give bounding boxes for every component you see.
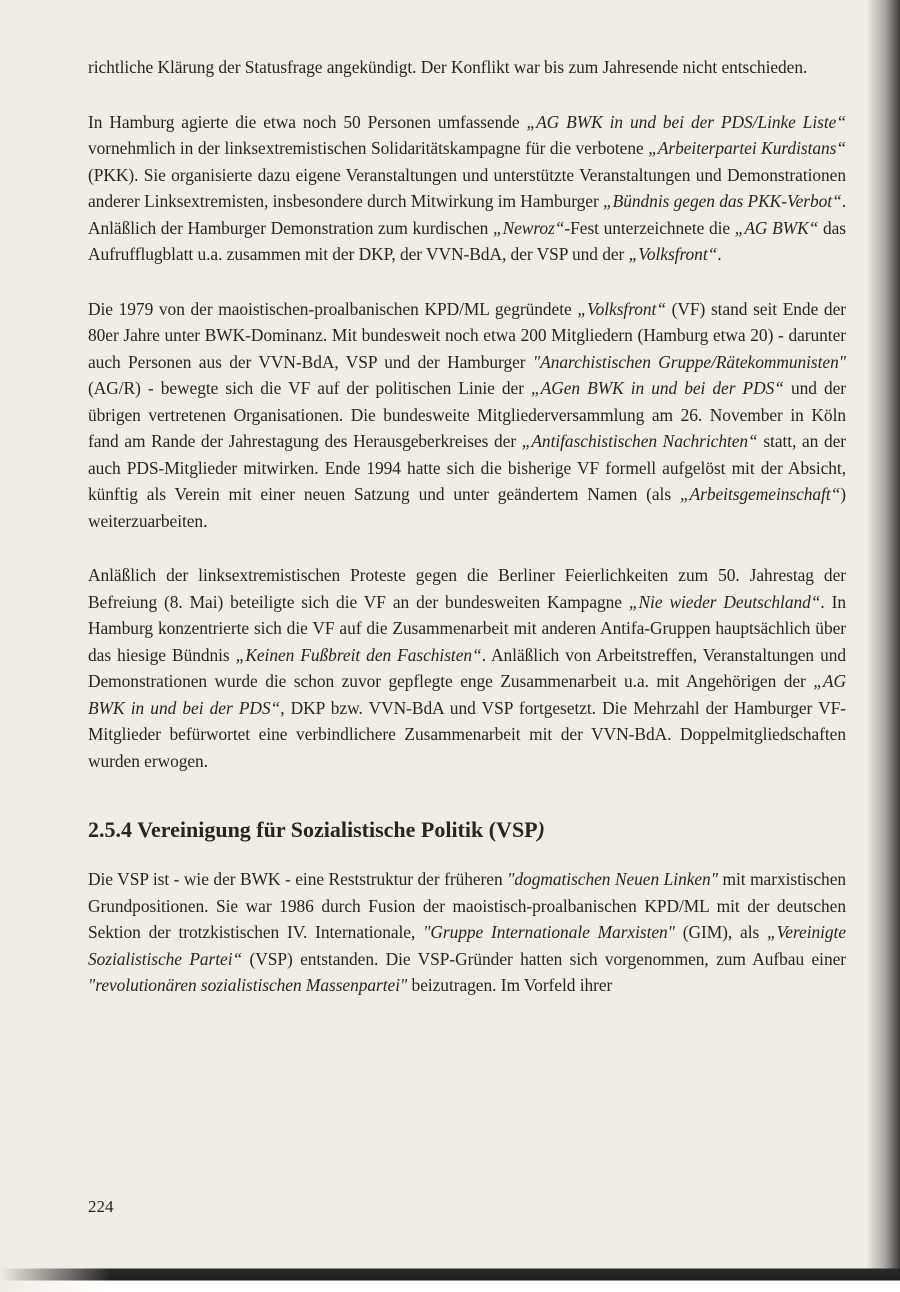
document-body xyxy=(88,54,846,1027)
text-run: Die VSP ist - wie der BWK - eine Reststruktur der früheren xyxy=(88,869,508,889)
text-run: (AG/R) - bewegte sich die VF auf der politischen Linie der xyxy=(88,378,532,398)
italic-text: „AG BWK in und bei der PDS/Linke Liste“ xyxy=(526,111,846,132)
paragraph-1 xyxy=(88,54,846,81)
text-run: Die 1979 von der maoistischen-proalbanischen KPD/ML gegründete xyxy=(88,298,578,319)
text-run: das Aufrufflugblatt u.a. zusammen mit der DKP, der VVN-BdA, der VSP und der xyxy=(88,217,847,264)
section-heading-tail: ) xyxy=(537,817,545,842)
text-run: . xyxy=(717,244,722,264)
text-run: vornehmlich in der linksextremistischen Solidaritätskampagne für die verbotene xyxy=(88,138,649,158)
section-heading xyxy=(88,816,846,844)
italic-text: „Newroz“ xyxy=(492,217,565,238)
section-paragraph xyxy=(88,866,846,999)
italic-text: „Arbeitsgemeinschaft“ xyxy=(679,484,841,504)
page-number: 224 xyxy=(88,1197,114,1216)
italic-text: „Keinen Fußbreit den Faschisten“ xyxy=(235,644,482,665)
italic-text: "revolutionären sozialistischen Massenpartei" xyxy=(88,975,408,995)
text-run: statt, an der auch PDS-Mitglieder mitwirken. Ende 1994 hatte sich die bisherige VF formell aufgelöst mit der Absicht, künftig als Verein mit einer neuen Satzung und unter geändertem Namen (als xyxy=(88,431,846,504)
text-run: (VSP) entstanden. Die VSP-Gründer hatten sich vorgenommen, zum Aufbau einer xyxy=(242,948,846,969)
paragraph-2 xyxy=(88,109,846,268)
text-run: beizutragen. Im Vorfeld ihrer xyxy=(407,975,613,995)
text-run: mit marxistischen Grundpositionen. Sie war 1986 durch Fusion der maoistisch-proalbanischen KPD/ML mit der deutschen Sektion der trotzkistischen IV. Internationale, xyxy=(88,869,847,942)
italic-text: „AG BWK“ xyxy=(734,217,819,238)
paragraph-4 xyxy=(88,562,846,774)
text-run: . In Hamburg konzentrierte sich die VF auf die Zusammenarbeit mit anderen Antifa-Gruppen hauptsächlich über das hiesige Bündnis xyxy=(88,591,847,665)
italic-text: „AGen BWK in und bei der PDS“ xyxy=(531,378,784,398)
text-run: , DKP bzw. VVN-BdA und VSP fortgesetzt. Die Mehrzahl der Hamburger VF-Mitglieder befürwortet eine verbindlichere Zusammenarbeit mit der VVN-BdA. Doppelmitgliedschaften wurden erwogen. xyxy=(88,697,846,771)
text-run: (GIM), als xyxy=(674,922,768,942)
text-run: und der übrigen vertretenen Organisationen. Die bundesweite Mitgliederversammlung am 26. November in Köln fand am Rande der Jahrestagung des Herausgeberkreises der xyxy=(88,378,847,451)
italic-text: „Vereinigte Sozialistische Partei“ xyxy=(88,922,846,969)
text-run: Anläßlich der linksextremistischen Proteste gegen die Berliner Feierlichkeiten zum 50. Jahrestag der Befreiung (8. Mai) beteiligte sich die VF an der bundesweiten Kampagne xyxy=(88,565,846,612)
italic-text: „Nie wieder Deutschland“ xyxy=(628,591,821,612)
italic-text: „Volksfront“ xyxy=(577,298,666,319)
italic-text: „AG BWK in und bei der PDS“ xyxy=(88,671,846,718)
italic-text: „Volksfront“ xyxy=(628,244,718,264)
text-run: (PKK). Sie organisierte dazu eigene Veranstaltungen und unterstützte Veranstaltungen und Demonstrationen anderer Linksextremisten, insbesondere durch Mitwirkung im Hamburger xyxy=(88,164,846,211)
text-run: -Fest unterzeichnete die xyxy=(564,217,735,238)
scan-edge xyxy=(0,1262,900,1292)
text-run: ) weiterzuarbeiten. xyxy=(88,484,846,531)
italic-text: "Gruppe Internationale Marxisten" xyxy=(423,922,675,942)
text-run: richtliche Klärung der Statusfrage angekündigt. Der Konflikt war bis zum Jahresende nicht entschieden. xyxy=(88,57,808,77)
paragraph-3 xyxy=(88,296,846,535)
italic-text: "Anarchistischen Gruppe/Rätekommunisten" xyxy=(532,351,846,372)
section-heading-main: 2.5.4 Vereinigung für Sozialistische Politik (VSP xyxy=(88,817,538,842)
italic-text: „Antifaschistischen Nachrichten“ xyxy=(521,431,758,451)
text-run: . Anläßlich der Hamburger Demonstration zum kurdischen xyxy=(88,191,846,238)
italic-text: „Bündnis gegen das PKK-Verbot“ xyxy=(603,191,842,211)
text-run: . Anläßlich von Arbeitstreffen, Veranstaltungen und Demonstrationen wurde die schon zuvor gepflegte enge Zusammenarbeit u.a. mit Angehörigen der xyxy=(88,644,847,691)
italic-text: "dogmatischen Neuen Linken" xyxy=(507,869,718,889)
text-run: (VF) stand seit Ende der 80er Jahre unter BWK-Dominanz. Mit bundesweit noch etwa 200 Mitgliedern (Hamburg etwa 20) - darunter auch Personen aus der VVN-BdA, VSP und der Hamburger xyxy=(88,298,846,372)
binding-shadow xyxy=(866,0,900,1292)
italic-text: „Arbeiterpartei Kurdistans“ xyxy=(648,138,846,158)
text-run: In Hamburg agierte die etwa noch 50 Personen umfassende xyxy=(88,111,527,132)
